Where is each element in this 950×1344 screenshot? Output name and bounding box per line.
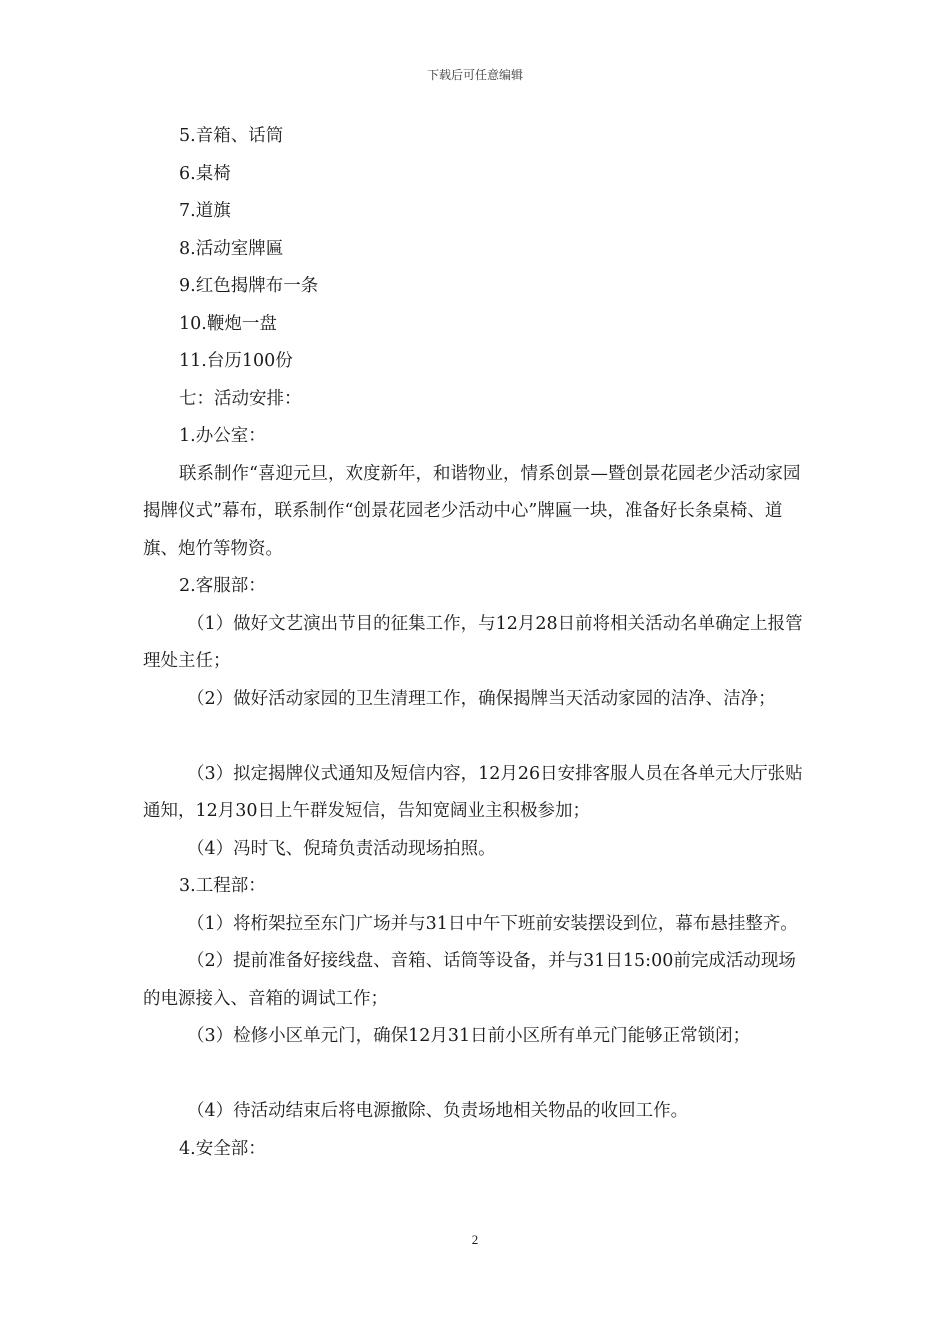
paragraph: （3）检修小区单元门，确保12月31日前小区所有单元门能够正常锁闭； xyxy=(187,1026,751,1046)
subsection-heading: 4.安全部： xyxy=(179,1138,266,1159)
paragraph: 联系制作“喜迎元旦，欢度新年，和谐物业，情系创景—暨创景花园老少活动家园揭牌仪式”幕布，联系制作“创景花园老少活动中心”牌匾一块，准备好长条桌椅、道旗、炮竹等物资。 xyxy=(143,463,801,559)
paragraph: （1）做好文艺演出节目的征集工作，与12月28日前将相关活动名单确定上报管理处主任； xyxy=(143,613,803,671)
paragraph: （3）拟定揭牌仪式通知及短信内容，12月26日安排客服人员在各单元大厅张贴通知，12月30日上午群发短信，告知宽阔业主积极参加； xyxy=(143,763,803,821)
section-heading: 七：活动安排： xyxy=(179,388,302,409)
paragraph: （4）待活动结束后将电源撤除、负责场地相关物品的收回工作。 xyxy=(187,1101,689,1121)
list-item: 7.道旗 xyxy=(179,201,231,221)
subsection-heading: 3.工程部： xyxy=(179,876,266,896)
list-item: 10.鞭炮一盘 xyxy=(179,313,277,334)
document-body xyxy=(143,118,813,1168)
blank-line xyxy=(143,718,813,756)
list-item: 6.桌椅 xyxy=(179,163,231,184)
subsection-heading: 1.办公室： xyxy=(179,426,266,446)
blank-line xyxy=(143,1056,813,1094)
list-item: 9.红色揭牌布一条 xyxy=(179,276,319,296)
paragraph: （2）做好活动家园的卫生清理工作，确保揭牌当天活动家园的洁净、洁净； xyxy=(187,688,776,709)
paragraph: （1）将桁架拉至东门广场并与31日中午下班前安装摆设到位，幕布悬挂整齐。 xyxy=(187,913,798,934)
page-number: 2 xyxy=(471,1232,479,1247)
list-item: 11.台历100份 xyxy=(179,351,293,371)
subsection-heading: 2.客服部： xyxy=(179,576,266,596)
list-item: 5.音箱、话筒 xyxy=(179,126,284,146)
page-header: 下载后可任意编辑 xyxy=(426,68,523,82)
paragraph: （2）提前准备好接线盘、音箱、话筒等设备，并与31日15:00前完成活动现场的电源接入、音箱的调试工作； xyxy=(143,951,796,1009)
list-item: 8.活动室牌匾 xyxy=(179,238,284,259)
paragraph: （4）冯时飞、倪琦负责活动现场拍照。 xyxy=(187,838,496,859)
